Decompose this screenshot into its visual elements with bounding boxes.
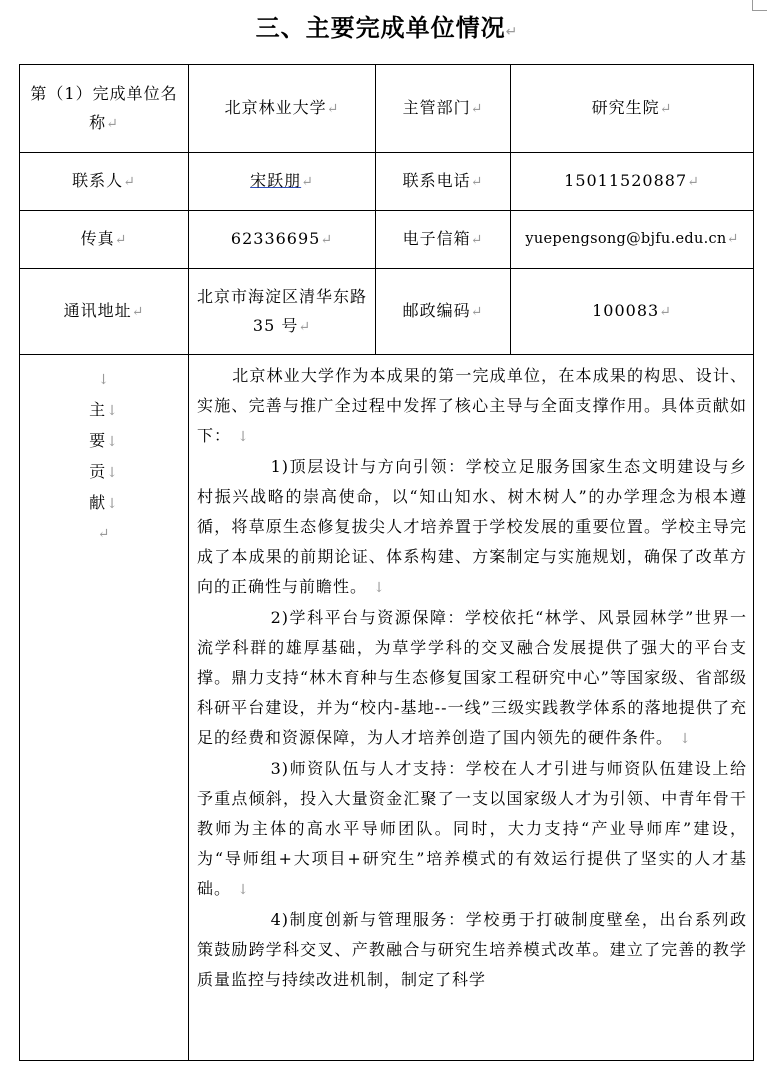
- contribution-point: 2)学科平台与资源保障：学校依托“林学、风景园林学”世界一流学科群的雄厚基础，为草学学科的交叉融合发展提供了强大的平台支撑。鼎力支持“林木育种与生态修复国家工程研究中心”等国家级、省部级科研平台建设，并为“校内-基地--一线”三级实践教学体系的落地提供了充足的经费和资源保障，为人才培养创造了国内领先的硬件条件。 ↓: [197, 608, 747, 747]
- table-row: [20, 211, 754, 269]
- label-char: 献↓: [89, 493, 119, 512]
- unit-name-label: 第（1）完成单位名称↵: [20, 65, 189, 153]
- section-title-text: 三、主要完成单位情况: [255, 14, 506, 42]
- email-value: yuepengsong@bjfu.edu.cn↵: [511, 211, 754, 269]
- contribution-point: 1)顶层设计与方向引领：学校立足服务国家生态文明建设与乡村振兴战略的崇高使命，以“知山知水、树木树人”的办学理念为根本遵循，将草原生态修复拔尖人才培养置于学校发展的重要位置。学校主导完成了本成果的前期论证、体系构建、方案制定与实施规划，确保了改革方向的正确性与前瞻性。 ↓: [197, 457, 747, 596]
- phone-value: 15011520887↵: [511, 153, 754, 211]
- contribution-label: [20, 355, 189, 1061]
- table-row: [20, 65, 754, 153]
- paragraph-mark: ↵: [97, 526, 111, 542]
- postcode-label: 邮政编码↵: [376, 269, 511, 355]
- dept-label: 主管部门↵: [376, 65, 511, 153]
- section-title: [0, 8, 774, 43]
- contribution-point: 3)师资队伍与人才支持：学校在人才引进与师资队伍建设上给予重点倾斜，投入大量资金汇聚了一支以国家级人才为引领、中青年骨干教师为主体的高水平导师团队。同时，大力支持“产业导师库”建设，为“导师组+大项目+研究生”培养模式的有效运行提供了坚实的人才基础。 ↓: [197, 759, 747, 898]
- contact-value: 宋跃朋↵: [189, 153, 376, 211]
- label-char: 要↓: [89, 431, 119, 450]
- contribution-intro: 北京林业大学作为本成果的第一完成单位，在本成果的构思、设计、实施、完善与推广全过程中发挥了核心主导与全面支撑作用。具体贡献如下： ↓: [197, 366, 747, 445]
- address-value: 北京市海淀区清华东路 35 号↵: [189, 269, 376, 355]
- table-row: [20, 355, 754, 1061]
- unit-info-table: [19, 64, 754, 1061]
- phone-label: 联系电话↵: [376, 153, 511, 211]
- paragraph-mark: ↵: [505, 24, 519, 40]
- arrow-mark: ↓: [97, 372, 111, 388]
- label-char: 贡↓: [89, 462, 119, 481]
- dept-value: 研究生院↵: [511, 65, 754, 153]
- contribution-point: 4)制度创新与管理服务：学校勇于打破制度壁垒，出台系列政策鼓励跨学科交叉、产教融合与研究生培养模式改革。建立了完善的教学质量监控与持续改进机制，制定了科学: [197, 910, 747, 989]
- contact-label: 联系人↵: [20, 153, 189, 211]
- label-char: 主↓: [89, 400, 119, 419]
- contribution-content: [189, 355, 754, 1061]
- table-row: [20, 269, 754, 355]
- postcode-value: 100083↵: [511, 269, 754, 355]
- table-row: [20, 153, 754, 211]
- address-label: 通讯地址↵: [20, 269, 189, 355]
- fax-value: 62336695↵: [189, 211, 376, 269]
- unit-name-value: 北京林业大学↵: [189, 65, 376, 153]
- email-label: 电子信箱↵: [376, 211, 511, 269]
- fax-label: 传真↵: [20, 211, 189, 269]
